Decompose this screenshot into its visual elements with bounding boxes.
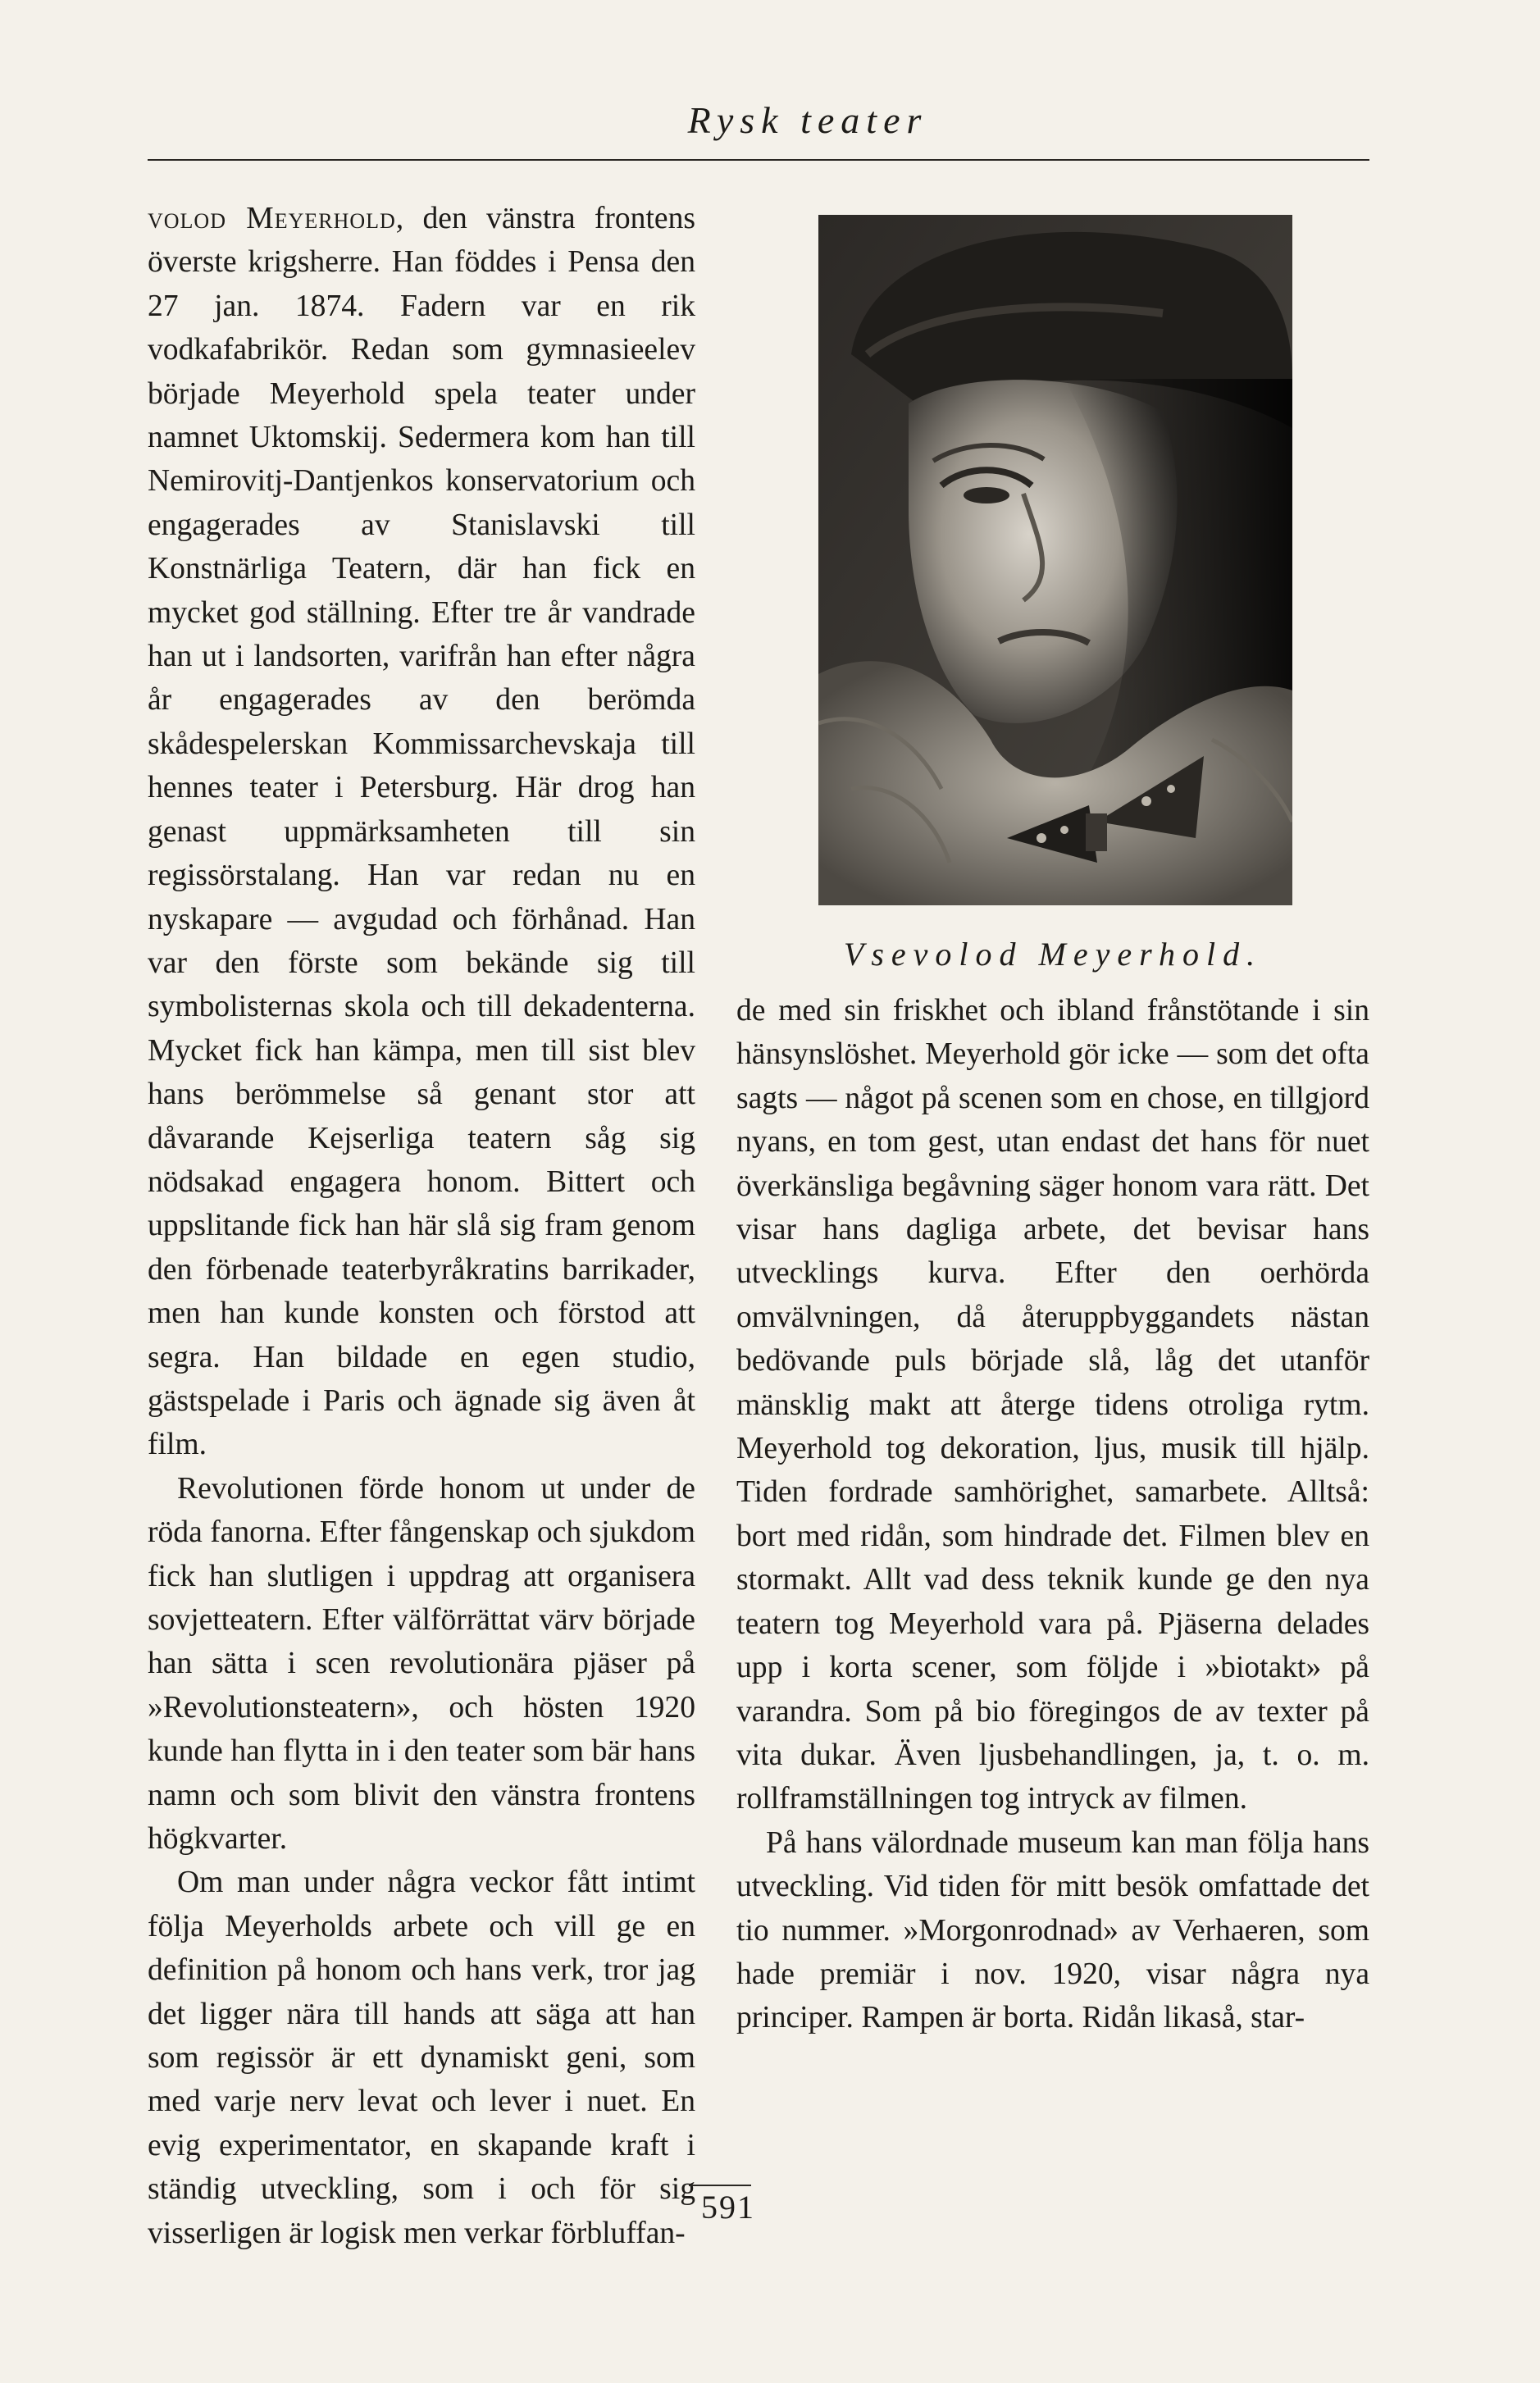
left-column <box>148 197 695 2255</box>
body-paragraph-2: Revolutionen förde honom ut under de röda fanorna. Efter fångenskap och sjukdom fick han slutligen i uppdrag att organisera sovjetteatern. Efter välförrättat värv började han sätta i scen revolutionära pjäser på »Revolutionsteatern», och hösten 1920 kunde han flytta in i den teater som bär hans namn och som blivit den vänstra frontens högkvarter. <box>148 1471 695 1857</box>
right-paragraph-2: På hans välordnade museum kan man följa hans utveckling. Vid tiden för mitt besök omfattade det tio nummer. »Morgonrodnad» av Verhaeren, som hade premiär i nov. 1920, visar några nya principer. Rampen är borta. Ridån likaså, star- <box>736 1825 1369 2035</box>
right-column <box>736 989 1369 2040</box>
running-head: Rysk teater <box>687 99 928 141</box>
body-paragraph-3: Om man under några veckor fått intimt följa Meyerholds arbete och vill ge en definition på honom och hans verk, tror jag det ligger nära till hands att säga att han som regissör är ett dynamiskt geni, som med varje nerv levat och lever i nuet. En evig experimentator, en skapande kraft i ständig utveckling, som i och för sig visserligen är logisk men verkar förbluffan- <box>148 1866 695 2250</box>
right-paragraph-1: de med sin friskhet och ibland frånstötande i sin hänsynslöshet. Meyerhold gör icke — som det ofta sagts — något på scenen som en chose, en tillgjord nyans, en tom gest, utan endast det hans för nuet överkänsliga begåvning säger honom vara rätt. Det visar hans dagliga arbete, det bevisar hans utvecklings kurva. Efter den oerhörda omvälvningen, då återuppbyggandets nästan bedövande puls började slå, låg det utanför mänsklig makt att återge tidens otroliga rytm. Meyerhold tog dekoration, ljus, musik till hjälp. Tiden fordrade samhörighet, samarbete. Alltså: bort med ridån, som hindrade det. Filmen blev en stormakt. Allt vad dess teknik kunde ge den nya teatern tog Meyerhold vara på. Pjäserna delades upp i korta scener, som följde i »biotakt» på varandra. Som på bio föregingos de av texter på vita dukar. Även ljusbehandlingen, ja, t. o. m. rollframställningen tog intryck av filmen. <box>736 994 1369 1816</box>
opening-smallcaps: volod Meyerhold <box>148 202 396 235</box>
folio-rule <box>689 2185 751 2186</box>
portrait-image <box>818 215 1292 905</box>
header-rule <box>148 159 1369 161</box>
page-number: 591 <box>701 2189 755 2226</box>
body-paragraph-1 <box>148 197 695 1467</box>
portrait-photo <box>818 215 1292 905</box>
photo-caption: Vsevolod Meyerhold. <box>843 936 1263 973</box>
opening-rest: , den vänstra frontens överste krigsherre. Han föddes i Pensa den 27 jan. 1874. Fadern var en rik vodkafabrikör. Redan som gymnasieelev började Meyerhold spela teater under namnet Uktomskij. Sedermera kom han till Nemirovitj-Dantjenkos konservatorium och engagerades av Stanislavski till Konstnärliga Teatern, där han fick en mycket god ställning. Efter tre år vandrade han ut i landsorten, varifrån han efter några år engagerades av den berömda skådespelerskan Kommissarchevskaja till hennes teater i Petersburg. Här drog han genast uppmärksamheten till sin regissörstalang. Han var redan nu en nyskapare — avgudad och förhånad. Han var den förste som bekände sig till symbolisternas skola och till dekadenterna. Mycket fick han kämpa, men till sist blev hans berömmelse så genant stor att dåvarande Kejserliga teatern såg sig nödsakad engagera honom. Bittert och uppslitande fick han här slå sig fram genom den förbenade teaterbyråkratins barrikader, men han kunde konsten och förstod att segra. Han bildade en egen studio, gästspelade i Paris och ägnade sig även åt film. <box>148 202 695 1462</box>
